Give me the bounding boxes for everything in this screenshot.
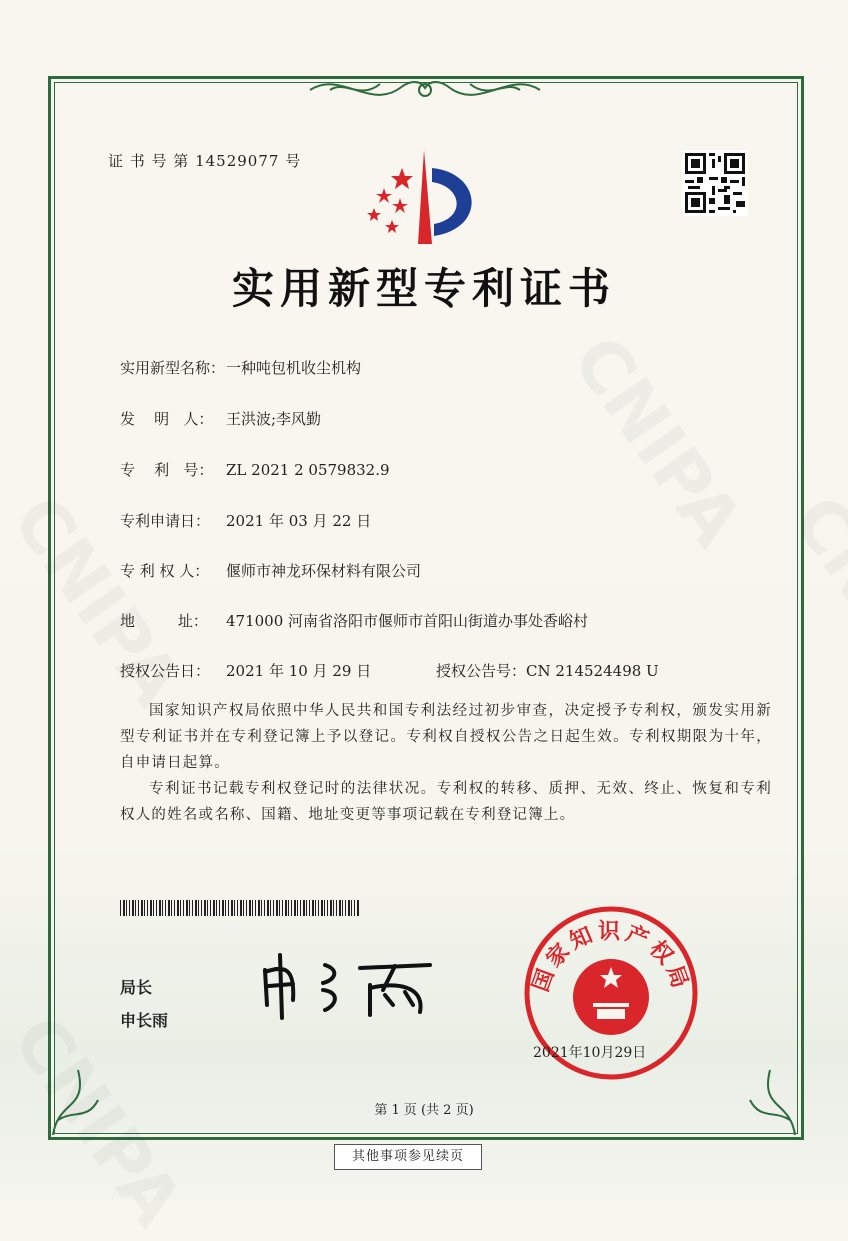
field-inventor: 发 明 人： 王洪波;李风勤	[120, 410, 322, 428]
field-grant-date: 授权公告日： 2021 年 10 月 29 日	[120, 662, 372, 680]
continued-note: 其他事项参见续页	[334, 1144, 482, 1170]
certificate-body	[120, 698, 772, 828]
seal-text: 国家知识产权局	[528, 919, 694, 996]
field-application-date: 专利申请日： 2021 年 03 月 22 日	[120, 512, 372, 530]
field-patentee: 专 利 权 人： 偃师市神龙环保材料有限公司	[120, 562, 422, 580]
handwritten-signature	[255, 950, 445, 1020]
cnipa-logo	[362, 148, 492, 248]
seal-date: 2021年10月29日	[533, 1045, 647, 1061]
paragraph: 专利证书记载专利权登记时的法律状况。专利权的转移、质押、无效、终止、恢复和专利权人的姓名或名称、国籍、地址变更等事项记载在专利登记簿上。	[120, 781, 772, 823]
signatory-name: 申长雨	[120, 1011, 169, 1030]
top-ornament	[300, 70, 550, 110]
barcode	[120, 900, 360, 916]
field-patent-number: 专 利 号： ZL 2021 2 0579832.9	[120, 461, 390, 479]
certificate-number: 证 书 号 第 14529077 号	[108, 152, 302, 170]
certificate-title: 实用新型专利证书	[231, 264, 616, 313]
paragraph: 国家知识产权局依照中华人民共和国专利法经过初步审查，决定授予专利权，颁发实用新型专利证书并在专利登记簿上予以登记。专利权自授权公告之日起生效。专利权期限为十年，自申请日起算。	[120, 703, 772, 771]
corner-ornament-left	[48, 1050, 108, 1140]
field-grant-pub-number: 授权公告号：CN 214524498 U	[436, 662, 659, 680]
field-utility-model-name: 实用新型名称：一种吨包机收尘机构	[120, 359, 362, 377]
field-address: 地 址： 471000 河南省洛阳市偃师市首阳山街道办事处香峪村	[120, 612, 589, 630]
signatory-title: 局长	[120, 978, 153, 997]
page-number: 第 1 页 (共 2 页)	[374, 1103, 474, 1118]
qr-code	[682, 150, 748, 216]
corner-ornament-right	[740, 1050, 800, 1140]
